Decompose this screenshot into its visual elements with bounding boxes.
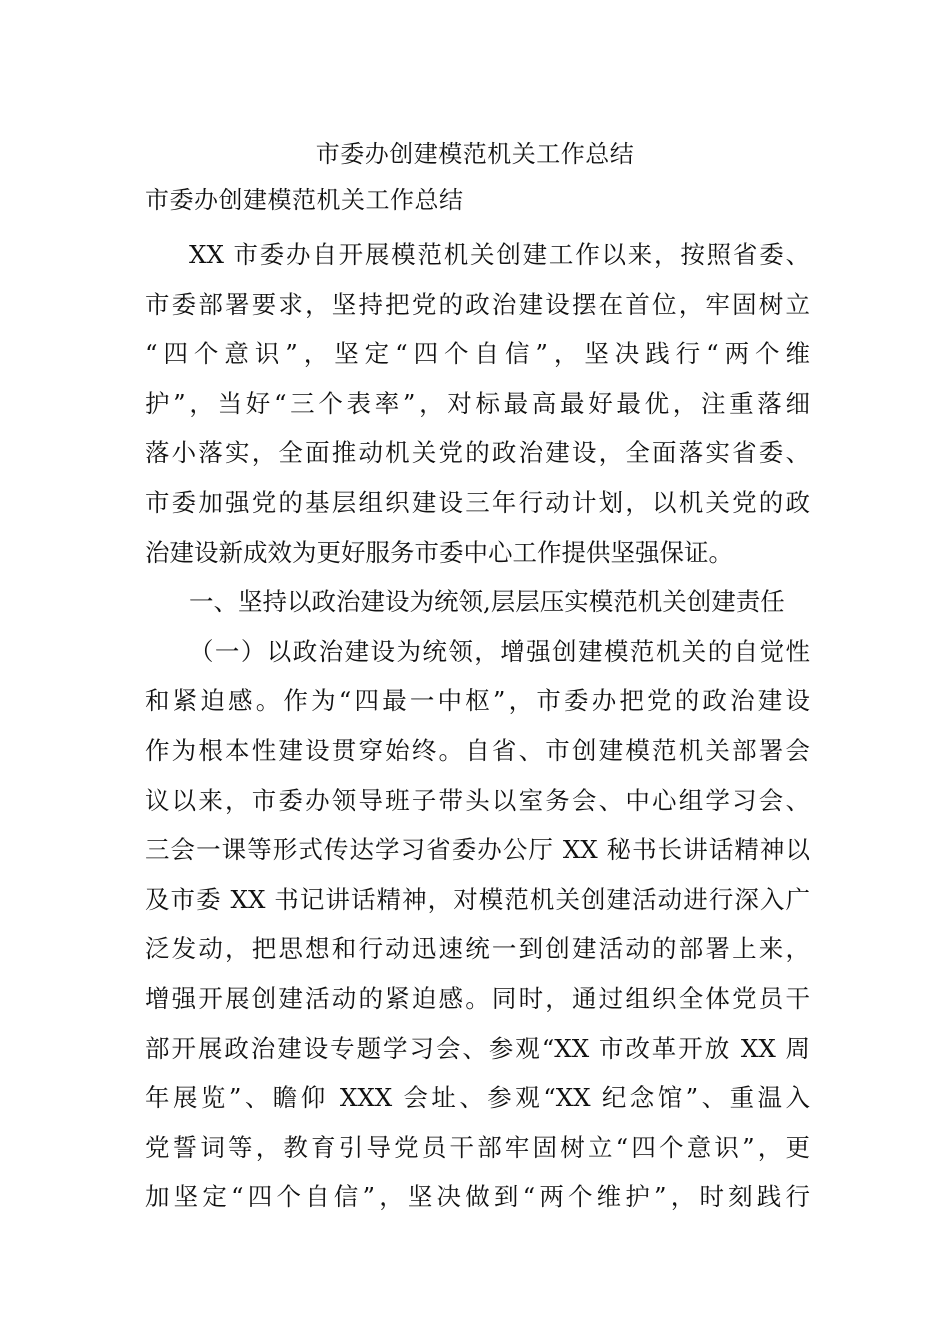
paragraph-line: 市委加强党的基层组织建设三年行动计划，以机关党的政 [145,487,810,517]
paragraph-line: 作为根本性建设贯穿始终。自省、市创建模范机关部署会 [145,735,810,765]
paragraph-line: 部开展政治建设专题学习会、参观“XX 市改革开放 XX 周 [145,1033,810,1063]
paragraph-line: 泛发动，把思想和行动迅速统一到创建活动的部署上来， [145,934,810,964]
document-subtitle: 市委办创建模范机关工作总结 [145,186,464,214]
document-body [145,230,810,1222]
paragraph-line: 护”，当好“三个表率”，对标最高最好最优，注重落细 [145,388,810,418]
paragraph-line: 党誓词等，教育引导党员干部牢固树立“四个意识”，更 [145,1132,810,1162]
paragraph-line: 落小落实，全面推动机关党的政治建设，全面落实省委、 [145,438,810,468]
paragraph-line: 增强开展创建活动的紧迫感。同时，通过组织全体党员干 [145,983,810,1013]
paragraph-line: XX 市委办自开展模范机关创建工作以来，按照省委、 [189,240,810,269]
paragraph-line: 市委部署要求，坚持把党的政治建设摆在首位，牢固树立 [145,289,810,319]
paragraph-line: 及市委 XX 书记讲话精神，对模范机关创建活动进行深入广 [145,884,810,914]
paragraph-line: 议以来，市委办领导班子带头以室务会、中心组学习会、 [145,785,810,815]
document-title: 市委办创建模范机关工作总结 [315,140,635,168]
paragraph-line: 年展览”、瞻仰 XXX 会址、参观“XX 纪念馆”、重温入 [145,1083,810,1113]
paragraph-line: 和紧迫感。作为“四最一中枢”，市委办把党的政治建设 [145,686,810,716]
section-heading: 一、坚持以政治建设为统领,层层压实模范机关创建责任 [189,587,785,617]
paragraph-line: 三会一课等形式传达学习省委办公厅 XX 秘书长讲话精神以 [145,835,810,865]
paragraph-line: （一）以政治建设为统领，增强创建模范机关的自觉性 [189,636,810,666]
paragraph-line: 加坚定“四个自信”，坚决做到“两个维护”，时刻践行 [145,1182,810,1212]
paragraph-line: “四个意识”，坚定“四个自信”，坚决践行“两个维 [145,339,810,369]
paragraph-line: 治建设新成效为更好服务市委中心工作提供坚强保证。 [145,537,733,567]
